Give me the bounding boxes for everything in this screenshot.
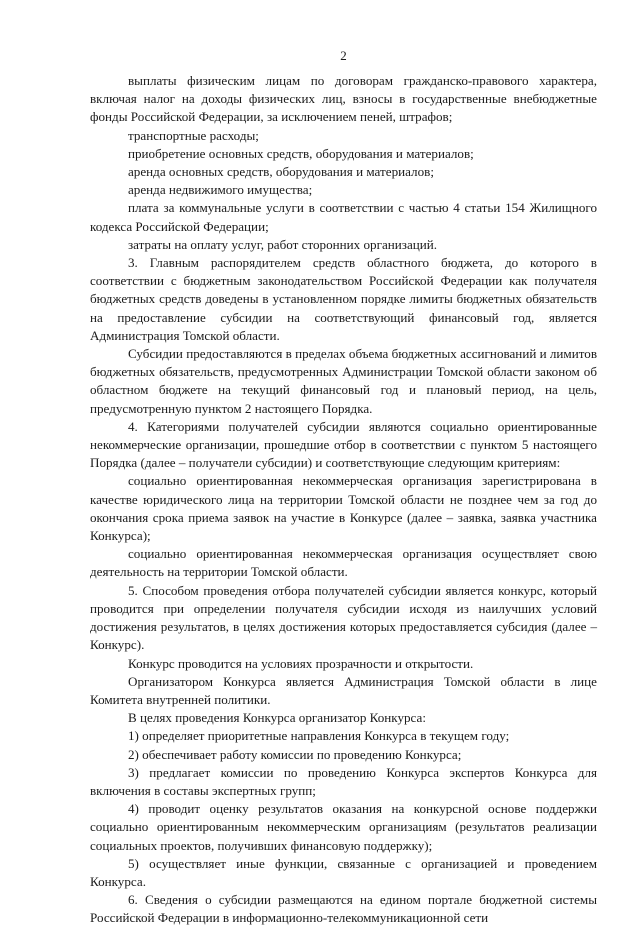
paragraph: 5. Способом проведения отбора получателей субсидии является конкурс, который проводится при определении получателя субсидии исходя из наилучших условий достижения результатов, в целях достижения которых предоставляется субсидия (далее – Конкурс). [90,582,597,653]
paragraph: 6. Сведения о субсидии размещаются на едином портале бюджетной системы Российской Федерации в информационно-телекоммуникационной сети [90,892,597,926]
paragraph: 4. Категориями получателей субсидии являются социально ориентированные некоммерческие организации, прошедшие отбор в соответствии с пунктом 5 настоящего Порядка (далее – получатели субсидии) и соответствующие следующим критериям: [90,418,597,471]
paragraph: социально ориентированная некоммерческая организация зарегистрирована в качестве юридического лица на территории Томской области не позднее чем за год до окончания срока приема заявок на участие в Конкурсе (далее – заявка, заявка участника Конкурса); [90,473,597,544]
paragraph: транспортные расходы; [128,127,259,143]
paragraph: Организатором Конкурса является Администрация Томской области в лице Комитета внутренней политики. [90,673,597,707]
paragraph: Конкурс проводится на условиях прозрачности и открытости. [128,655,474,671]
paragraph: 5) осуществляет иные функции, связанные с организацией и проведением Конкурса. [90,855,597,889]
paragraph: 1) определяет приоритетные направления Конкурса в текущем году; [128,728,510,744]
document-body [90,72,597,928]
paragraph: В целях проведения Конкурса организатор Конкурса: [128,710,426,726]
paragraph: аренда недвижимого имущества; [128,182,313,198]
paragraph: 2) обеспечивает работу комиссии по проведению Конкурса; [128,746,462,762]
paragraph: плата за коммунальные услуги в соответствии с частью 4 статьи 154 Жилищного кодекса Российской Федерации; [90,200,597,234]
paragraph: 3. Главным распорядителем средств областного бюджета, до которого в соответствии с бюджетным законодательством Российской Федерации как получателя бюджетных средств доведены в установленном порядке лимиты бюджетных обязательств на предоставление субсидии на соответствующий финансовый год, является Администрация Томской области. [90,255,597,343]
paragraph: Субсидии предоставляются в пределах объема бюджетных ассигнований и лимитов бюджетных обязательств, предусмотренных Администрации Томской области законом об областном бюджете на текущий финансовый год и плановый период, на цель, предусмотренную пунктом 2 настоящего Порядка. [90,346,597,416]
paragraph: затраты на оплату услуг, работ сторонних организаций. [128,236,438,252]
paragraph: 3) предлагает комиссии по проведению Конкурса экспертов Конкурса для включения в составы экспертных групп; [90,764,597,798]
paragraph: социально ориентированная некоммерческая организация осуществляет свою деятельность на территории Томской области. [90,546,597,580]
paragraph: выплаты физическим лицам по договорам гражданско-правового характера, включая налог на доходы физических лиц, взносы в государственные внебюджетные фонды Российской Федерации, за исключением пеней, штрафов; [90,73,597,125]
page-number: 2 [340,48,347,63]
paragraph: приобретение основных средств, оборудования и материалов; [128,145,474,161]
paragraph: 4) проводит оценку результатов оказания на конкурсной основе поддержки социально ориентированным некоммерческим организациям (результатов реализации социальных проектов, получивших финансовую поддержку); [90,801,597,853]
paragraph: аренда основных средств, оборудования и материалов; [128,164,434,180]
